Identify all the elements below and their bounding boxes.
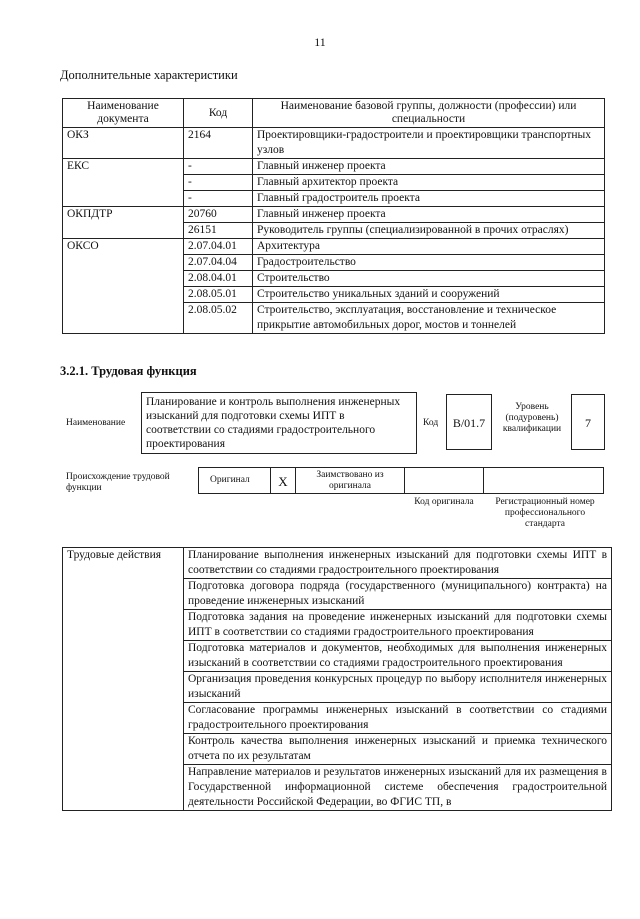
- page-number: 11: [314, 35, 326, 49]
- name-cell: Строительство: [253, 271, 605, 287]
- table-row: [63, 239, 605, 255]
- doc-cell: ОКПДТР: [63, 207, 184, 239]
- action-item: Согласование программы инженерных изысканий в соответствии со стадиями градостроительного проектирования: [184, 703, 612, 734]
- name-cell: Проектировщики-градостроители и проектировщики транспортных узлов: [253, 128, 605, 159]
- code-cell: 2.08.04.01: [184, 271, 253, 287]
- code-cell: 2.08.05.02: [184, 303, 253, 334]
- origin-row: [198, 467, 604, 494]
- name-cell: Градостроительство: [253, 255, 605, 271]
- table-row: [63, 128, 605, 159]
- code-label: Код: [423, 418, 439, 428]
- name-cell: Главный инженер проекта: [253, 159, 605, 175]
- name-cell: Строительство уникальных зданий и сооружений: [253, 287, 605, 303]
- name-cell: Руководитель группы (специализированной в прочих отраслях): [253, 223, 605, 239]
- action-item: Подготовка материалов и документов, необходимых для выполнения инженерных изысканий в соответствии со стадиями градостроительного проектирования: [184, 641, 612, 672]
- characteristics-table: [62, 98, 605, 334]
- name-cell: Строительство, эксплуатация, восстановление и техническое прикрытие автомобильных дорог, мостов и тоннелей: [253, 303, 605, 334]
- action-item: Планирование выполнения инженерных изысканий для подготовки схемы ИПТ в соответствии со стадиями градостроительного проектирования: [184, 548, 612, 579]
- name-label: Наименование: [66, 418, 126, 428]
- table-row: [63, 548, 612, 579]
- action-item: Контроль качества выполнения инженерных изысканий и приемка технического отчета по их результатам: [184, 734, 612, 765]
- original-label: Оригинал: [210, 475, 250, 485]
- doc-cell: ЕКС: [63, 159, 184, 207]
- code-original-box: [404, 467, 484, 494]
- doc-cell: ОКСО: [63, 239, 184, 334]
- table-row: [63, 159, 605, 175]
- name-cell: Главный архитектор проекта: [253, 175, 605, 191]
- name-cell: Архитектура: [253, 239, 605, 255]
- origin-label: Происхождение трудовой функции: [66, 472, 170, 493]
- action-item: Направление материалов и результатов инженерных изысканий для их размещения в Государственной информационной системе обеспечения градостроительной деятельности Российской Федерации, во ФГИС ТП, в: [184, 765, 612, 811]
- labor-actions-table: [62, 547, 612, 811]
- table-header-row: [63, 99, 605, 128]
- code-cell: -: [184, 191, 253, 207]
- code-cell: 20760: [184, 207, 253, 223]
- name-cell: Главный инженер проекта: [253, 207, 605, 223]
- action-item: Подготовка договора подряда (государственного (муниципального) контракта) на проведение инженерных изысканий: [184, 579, 612, 610]
- name-cell: Главный градостроитель проекта: [253, 191, 605, 207]
- borrowed-label: Заимствовано из оригинала: [316, 470, 384, 491]
- function-code-box: B/01.7: [446, 394, 492, 450]
- code-cell: -: [184, 175, 253, 191]
- doc-cell: ОКЗ: [63, 128, 184, 159]
- reg-number-label: Регистрационный номер профессионального стандарта: [495, 497, 595, 529]
- header-doc-name: Наименование документа: [63, 99, 184, 128]
- level-label: Уровень (подуровень) квалификации: [502, 402, 562, 434]
- original-checkbox: X: [270, 467, 296, 494]
- code-original-label: Код оригинала: [414, 497, 474, 507]
- function-name-box: Планирование и контроль выполнения инженерных изысканий для подготовки схемы ИПТ в соответствии со стадиями градостроительного проектирования: [141, 392, 417, 454]
- labor-actions-label: Трудовые действия: [63, 548, 184, 811]
- header-code: Код: [184, 99, 253, 128]
- code-cell: 2.07.04.01: [184, 239, 253, 255]
- code-cell: 2164: [184, 128, 253, 159]
- code-cell: 2.07.04.04: [184, 255, 253, 271]
- code-cell: 26151: [184, 223, 253, 239]
- table-row: [63, 207, 605, 223]
- level-value-box: 7: [571, 394, 605, 450]
- action-item: Подготовка задания на проведение инженерных изысканий для подготовки схемы ИПТ в соответствии со стадиями градостроительного проектирования: [184, 610, 612, 641]
- function-heading: 3.2.1. Трудовая функция: [60, 364, 197, 378]
- section-title: Дополнительные характеристики: [60, 68, 238, 82]
- action-item: Организация проведения конкурсных процедур по выбору исполнителя инженерных изысканий: [184, 672, 612, 703]
- code-cell: -: [184, 159, 253, 175]
- code-cell: 2.08.05.01: [184, 287, 253, 303]
- header-group-name: Наименование базовой группы, должности (профессии) или специальности: [253, 99, 605, 128]
